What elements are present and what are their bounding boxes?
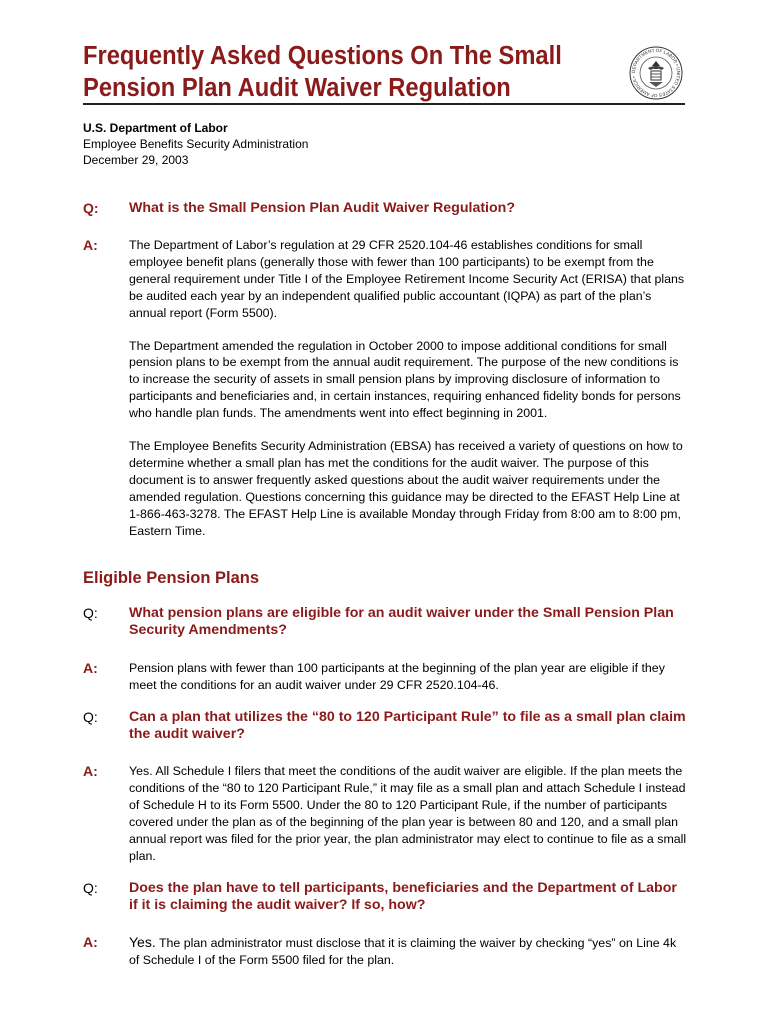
title-divider: [83, 103, 685, 105]
question-label: Q:: [83, 880, 98, 896]
page-title: [83, 40, 604, 104]
answer-label: A:: [83, 763, 98, 779]
dol-seal-icon: [629, 46, 683, 100]
answer-paragraph: The Department amended the regulation in October 2000 to impose additional conditions for small pension plans to be exempt from the annual audit requirement. The purpose of the new conditions is to increase the security of assets in small pension plans by improving disclosure of information to participants and beneficiaries and, in certain instances, requiring enhanced fidelity bonds for persons who handle plan funds. The amendments went into effect beginning in 2001.: [129, 338, 681, 421]
page-title-line-1: Frequently Asked Questions On The Small: [83, 42, 562, 70]
question-text: What pension plans are eligible for an audit waiver under the Small Pension Plan Security Amendments?: [129, 605, 674, 638]
answer-rest: The plan administrator must disclose that it is claiming the waiver by checking “yes” on Line 4k of Schedule I of the Form 5500 filed for the plan.: [129, 936, 677, 967]
answer-label: A:: [83, 237, 98, 253]
answer-text: Yes. All Schedule I filers that meet the conditions of the audit waiver are eligible. If the plan meets the conditions of the “80 to 120 Participant Rule,” it may file as a small plan and attach Schedule I instead of Schedule H to its Form 5500. Under the 80 to 120 Participant Rule, if the number of participants covered under the plan as of the beginning of the plan year is between 80 and 120, and a small plan annual report was filed for the prior year, the plan administrator may elect to continue to file as a small plan.: [129, 764, 687, 863]
seal-ring-text: DEPARTMENT OF LABOR • UNITED STATES OF AMERICA •: [630, 47, 682, 99]
answer-lead: Yes.: [129, 934, 156, 950]
question-text: Can a plan that utilizes the “80 to 120 Participant Rule” to file as a small plan claim the audit waiver?: [129, 709, 686, 742]
section-heading-eligible-plans: Eligible Pension Plans: [83, 569, 260, 587]
answer-paragraph: The Employee Benefits Security Administration (EBSA) has received a variety of questions on how to determine whether a small plan has met the conditions for the audit waiver. The purpose of this document is to answer frequently asked questions about the audit waiver requirements under the amended regulation. Questions concerning this guidance may be directed to the EFAST Help Line at 1-866-463-3278. The EFAST Help Line is available Monday through Friday from 8:00 am to 8:00 pm, Eastern Time.: [129, 439, 683, 538]
question-label: Q:: [83, 200, 99, 216]
agency-block: [83, 120, 308, 168]
answer-label: A:: [83, 660, 98, 676]
question-text: What is the Small Pension Plan Audit Waiver Regulation?: [129, 200, 515, 216]
answer-label: A:: [83, 934, 98, 950]
question-text: Does the plan have to tell participants, beneficiaries and the Department of Labor if it is claiming the audit waiver? If so, how?: [129, 880, 677, 913]
page-title-line-2: Pension Plan Audit Waiver Regulation: [83, 74, 511, 102]
administration-name: Employee Benefits Security Administration: [83, 137, 309, 151]
question-label: Q:: [83, 709, 98, 725]
answer-text: [129, 934, 689, 969]
department-name: U.S. Department of Labor: [83, 121, 228, 135]
question-label: Q:: [83, 605, 98, 621]
answer-text: [129, 237, 689, 556]
document-date: December 29, 2003: [83, 153, 189, 167]
answer-text: Pension plans with fewer than 100 participants at the beginning of the plan year are eligible if they meet the conditions for an audit waiver under 29 CFR 2520.104-46.: [129, 661, 665, 692]
answer-paragraph: The Department of Labor’s regulation at 29 CFR 2520.104-46 establishes conditions for small employee benefit plans (generally those with fewer than 100 participants) to be exempt from the general requirement under Title I of the Employee Retirement Income Security Act (ERISA) that plans be audited each year by an independent qualified public accountant (IQPA) as part of the plan’s annual report (Form 5500).: [129, 238, 685, 320]
